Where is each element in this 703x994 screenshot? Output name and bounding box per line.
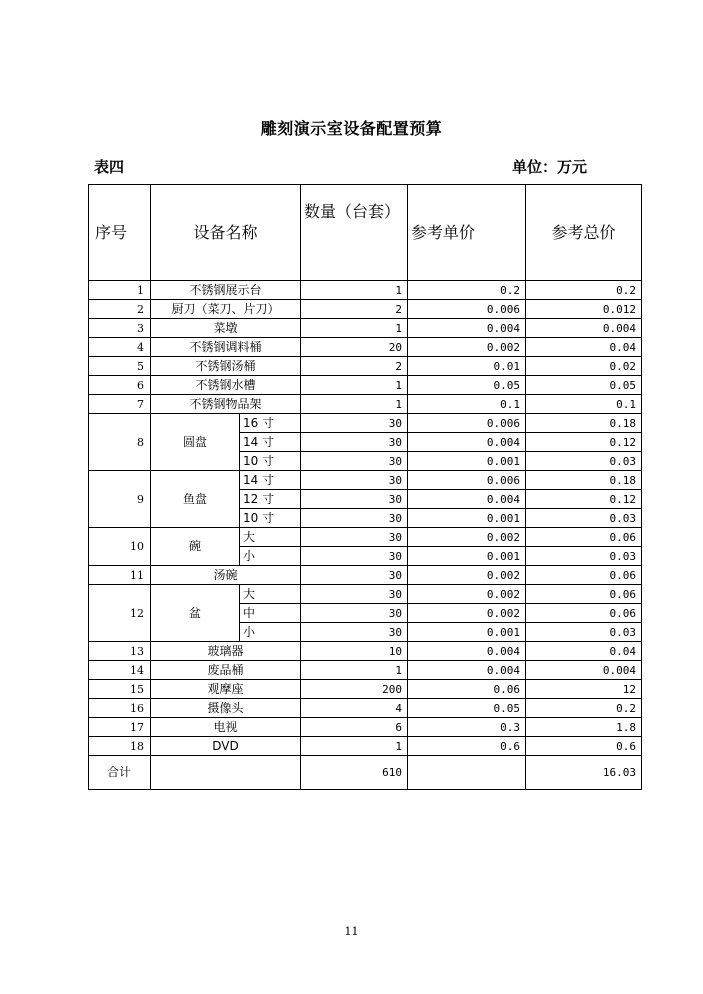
item-number: 6 — [89, 376, 151, 395]
item-qty: 30 — [301, 566, 408, 585]
item-qty: 20 — [301, 338, 408, 357]
header-qty: 数量（台套） — [301, 185, 408, 281]
table-row — [89, 357, 642, 376]
item-total-price: 0.004 — [526, 319, 642, 338]
item-total-price: 0.06 — [526, 604, 642, 623]
total-row — [89, 756, 642, 790]
item-qty: 1 — [301, 281, 408, 300]
item-number: 15 — [89, 680, 151, 699]
item-unit-price: 0.2 — [408, 281, 526, 300]
item-number: 11 — [89, 566, 151, 585]
item-qty: 30 — [301, 585, 408, 604]
item-unit-price: 0.004 — [408, 490, 526, 509]
item-number: 12 — [89, 585, 151, 642]
item-total-price: 0.6 — [526, 737, 642, 756]
item-qty: 30 — [301, 528, 408, 547]
item-unit-price: 0.001 — [408, 547, 526, 566]
item-spec: 小 — [240, 623, 301, 642]
item-total-price: 0.06 — [526, 528, 642, 547]
table-row — [89, 528, 642, 547]
item-spec: 12 寸 — [240, 490, 301, 509]
item-unit-price: 0.002 — [408, 585, 526, 604]
item-qty: 2 — [301, 357, 408, 376]
item-total-price: 0.18 — [526, 414, 642, 433]
item-spec: 14 寸 — [240, 471, 301, 490]
item-name: 厨刀（菜刀、片刀） — [151, 300, 301, 319]
item-number: 2 — [89, 300, 151, 319]
table-row — [89, 395, 642, 414]
item-qty: 30 — [301, 604, 408, 623]
item-total-price: 0.18 — [526, 471, 642, 490]
item-total-price: 0.12 — [526, 433, 642, 452]
item-total-price: 0.06 — [526, 585, 642, 604]
item-qty: 1 — [301, 395, 408, 414]
item-number: 5 — [89, 357, 151, 376]
item-unit-price: 0.6 — [408, 737, 526, 756]
item-name: 废品桶 — [151, 661, 301, 680]
item-name: 碗 — [151, 528, 240, 566]
item-total-price: 0.04 — [526, 338, 642, 357]
item-total-price: 0.03 — [526, 623, 642, 642]
total-label: 合计 — [89, 756, 151, 790]
item-unit-price: 0.001 — [408, 452, 526, 471]
item-total-price: 0.12 — [526, 490, 642, 509]
item-total-price: 0.2 — [526, 699, 642, 718]
item-unit-price: 0.006 — [408, 414, 526, 433]
table-row — [89, 699, 642, 718]
item-number: 10 — [89, 528, 151, 566]
header-unit-price: 参考单价 — [408, 185, 526, 281]
item-name: DVD — [151, 737, 301, 756]
item-unit-price: 0.05 — [408, 376, 526, 395]
item-qty: 30 — [301, 623, 408, 642]
table-row — [89, 471, 642, 490]
item-unit-price: 0.002 — [408, 604, 526, 623]
item-spec: 大 — [240, 585, 301, 604]
item-spec: 中 — [240, 604, 301, 623]
item-number: 18 — [89, 737, 151, 756]
total-price: 16.03 — [526, 756, 642, 790]
item-unit-price: 0.004 — [408, 433, 526, 452]
item-total-price: 12 — [526, 680, 642, 699]
item-spec: 14 寸 — [240, 433, 301, 452]
item-total-price: 1.8 — [526, 718, 642, 737]
item-spec: 大 — [240, 528, 301, 547]
item-total-price: 0.004 — [526, 661, 642, 680]
item-qty: 4 — [301, 699, 408, 718]
table-header-row — [89, 185, 642, 281]
item-total-price: 0.012 — [526, 300, 642, 319]
item-name: 圆盘 — [151, 414, 240, 471]
item-spec: 10 寸 — [240, 452, 301, 471]
item-unit-price: 0.3 — [408, 718, 526, 737]
item-name: 不锈钢物品架 — [151, 395, 301, 414]
item-total-price: 0.03 — [526, 509, 642, 528]
table-row — [89, 680, 642, 699]
item-unit-price: 0.002 — [408, 528, 526, 547]
table-row — [89, 414, 642, 433]
table-row — [89, 737, 642, 756]
table-row — [89, 642, 642, 661]
item-qty: 30 — [301, 471, 408, 490]
item-unit-price: 0.01 — [408, 357, 526, 376]
item-number: 13 — [89, 642, 151, 661]
table-row — [89, 585, 642, 604]
item-spec: 小 — [240, 547, 301, 566]
item-unit-price: 0.001 — [408, 509, 526, 528]
item-qty: 200 — [301, 680, 408, 699]
item-name: 鱼盘 — [151, 471, 240, 528]
table-row — [89, 376, 642, 395]
item-number: 7 — [89, 395, 151, 414]
item-qty: 30 — [301, 509, 408, 528]
item-qty: 1 — [301, 376, 408, 395]
item-number: 3 — [89, 319, 151, 338]
table-row — [89, 661, 642, 680]
total-name-empty — [151, 756, 301, 790]
item-unit-price: 0.004 — [408, 319, 526, 338]
item-unit-price: 0.006 — [408, 300, 526, 319]
item-qty: 30 — [301, 547, 408, 566]
item-unit-price: 0.1 — [408, 395, 526, 414]
document-title: 雕刻演示室设备配置预算 — [260, 119, 443, 138]
table-row — [89, 338, 642, 357]
budget-table — [88, 184, 642, 790]
item-unit-price: 0.004 — [408, 661, 526, 680]
header-name: 设备名称 — [151, 185, 301, 281]
item-name: 菜墩 — [151, 319, 301, 338]
item-number: 9 — [89, 471, 151, 528]
item-name: 摄像头 — [151, 699, 301, 718]
item-total-price: 0.05 — [526, 376, 642, 395]
item-unit-price: 0.006 — [408, 471, 526, 490]
item-unit-price: 0.001 — [408, 623, 526, 642]
item-total-price: 0.06 — [526, 566, 642, 585]
item-name: 不锈钢调料桶 — [151, 338, 301, 357]
item-qty: 30 — [301, 490, 408, 509]
item-qty: 30 — [301, 433, 408, 452]
item-name: 观摩座 — [151, 680, 301, 699]
header-no: 序号 — [89, 185, 151, 281]
item-unit-price: 0.06 — [408, 680, 526, 699]
item-number: 4 — [89, 338, 151, 357]
item-number: 8 — [89, 414, 151, 471]
item-spec: 16 寸 — [240, 414, 301, 433]
table-row — [89, 300, 642, 319]
item-total-price: 0.1 — [526, 395, 642, 414]
item-name: 不锈钢展示台 — [151, 281, 301, 300]
table-row — [89, 718, 642, 737]
item-total-price: 0.04 — [526, 642, 642, 661]
item-total-price: 0.2 — [526, 281, 642, 300]
header-total-price: 参考总价 — [526, 185, 642, 281]
item-qty: 30 — [301, 452, 408, 471]
item-total-price: 0.03 — [526, 452, 642, 471]
item-name: 不锈钢汤桶 — [151, 357, 301, 376]
item-total-price: 0.03 — [526, 547, 642, 566]
page-number: 11 — [344, 925, 359, 938]
item-qty: 10 — [301, 642, 408, 661]
item-qty: 1 — [301, 737, 408, 756]
item-name: 汤碗 — [151, 566, 301, 585]
item-qty: 1 — [301, 319, 408, 338]
table-label: 表四 — [94, 158, 125, 176]
table-row — [89, 281, 642, 300]
item-name: 不锈钢水槽 — [151, 376, 301, 395]
item-number: 16 — [89, 699, 151, 718]
item-number: 14 — [89, 661, 151, 680]
item-name: 盆 — [151, 585, 240, 642]
item-number: 17 — [89, 718, 151, 737]
table-row — [89, 319, 642, 338]
item-unit-price: 0.002 — [408, 566, 526, 585]
table-row — [89, 566, 642, 585]
item-spec: 10 寸 — [240, 509, 301, 528]
total-unit-price-empty — [408, 756, 526, 790]
item-unit-price: 0.05 — [408, 699, 526, 718]
item-name: 玻璃器 — [151, 642, 301, 661]
item-qty: 1 — [301, 661, 408, 680]
total-qty: 610 — [301, 756, 408, 790]
item-number: 1 — [89, 281, 151, 300]
item-qty: 6 — [301, 718, 408, 737]
item-unit-price: 0.004 — [408, 642, 526, 661]
item-qty: 30 — [301, 414, 408, 433]
unit-label: 单位：万元 — [512, 158, 588, 176]
item-total-price: 0.02 — [526, 357, 642, 376]
item-name: 电视 — [151, 718, 301, 737]
item-qty: 2 — [301, 300, 408, 319]
item-unit-price: 0.002 — [408, 338, 526, 357]
